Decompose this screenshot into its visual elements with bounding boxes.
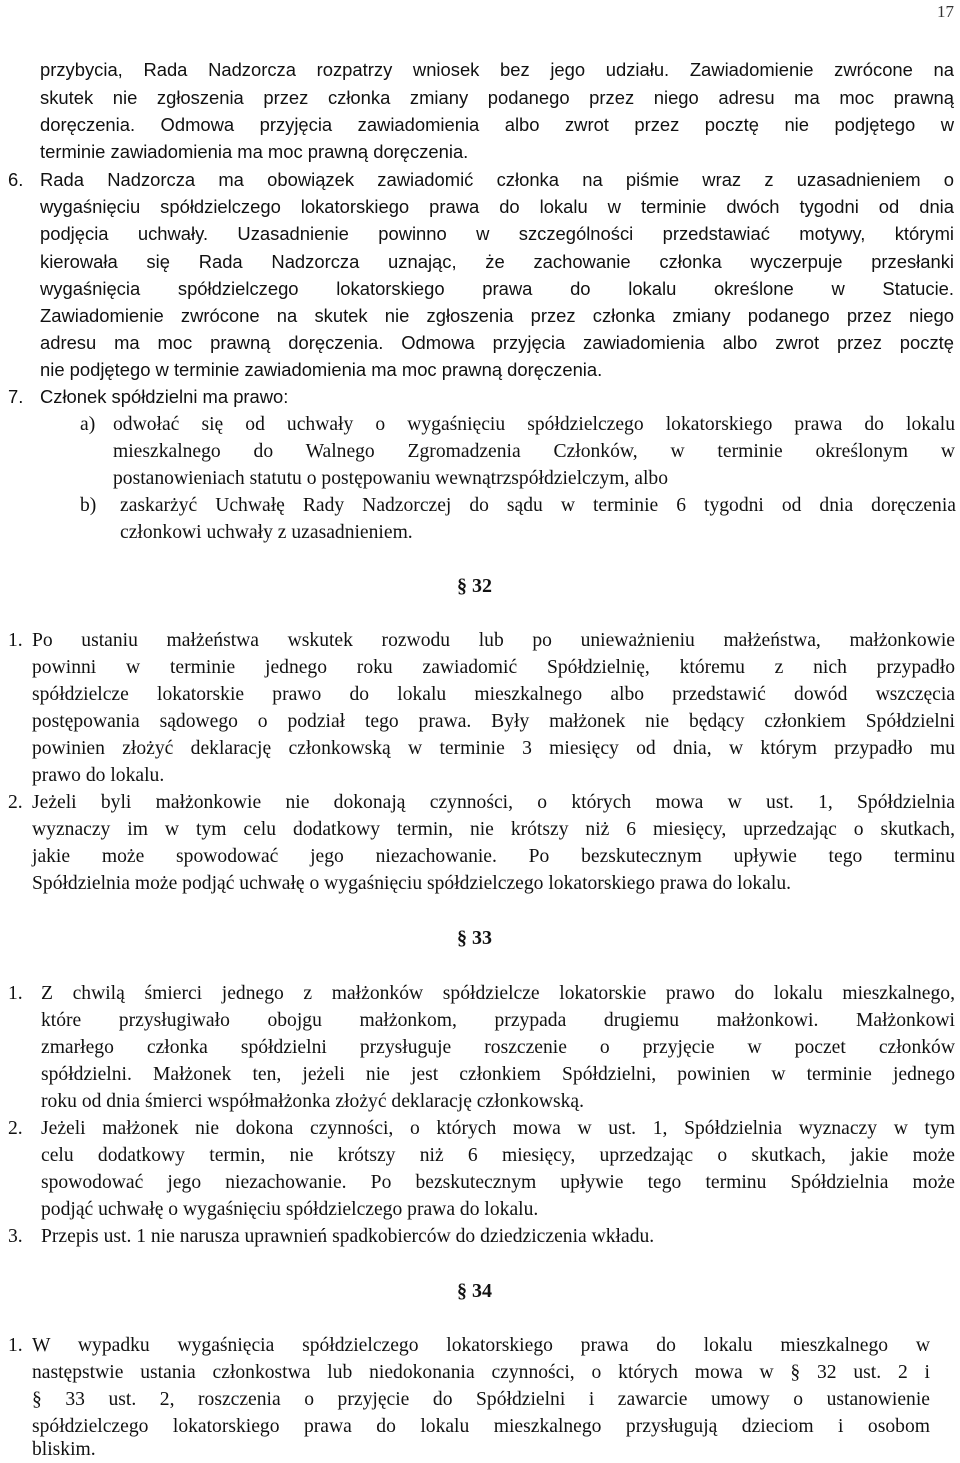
list-item-line: członkowi uchwały z uzasadnieniem. — [120, 522, 413, 543]
paragraph-number: 1. — [8, 630, 23, 651]
paragraph-line: spółdzielni. Małżonek ten, jeżeli nie jest członkiem Spółdzielni, powinien w terminie jednego — [41, 1064, 955, 1085]
paragraph-line: spowodować jego niezachowanie. Po bezskutecznym upływie tego terminu Spółdzielnia może — [41, 1172, 955, 1193]
paragraph-line: W wypadku wygaśnięcia spółdzielczego lokatorskiego prawa do lokalu mieszkalnego w — [32, 1335, 930, 1356]
paragraph-line: powinien złożyć deklarację członkowską w terminie 3 miesięcy od dnia, w którym przypadło mu — [32, 738, 955, 759]
paragraph-number: 2. — [8, 1118, 23, 1139]
paragraph-line: spółdzielcze lokatorskie prawo do lokalu mieszkalnego albo przedstawić dowód wszczęcia — [32, 684, 955, 705]
paragraph-line: Jeżeli małżonek nie dokona czynności, o których mowa w ust. 1, Spółdzielnia wyznaczy w tym — [41, 1118, 955, 1139]
paragraph-line: Z chwilą śmierci jednego z małżonków spółdzielcze lokatorskie prawo do lokalu mieszkalnego, — [41, 983, 955, 1004]
paragraph-line: Spółdzielnia może podjąć uchwałę o wygaśnięciu spółdzielczego lokatorskiego prawa do lokalu. — [32, 873, 792, 894]
paragraph-line: Jeżeli byli małżonkowie nie dokonają czynności, o których mowa w ust. 1, Spółdzielnia — [32, 792, 955, 813]
paragraph-line: postępowania sądowego o podział tego prawa. Były małżonek nie będący członkiem Spółdzielni — [32, 711, 955, 732]
paragraph-line: następstwie ustania członkostwa lub niedokonania czynności, o których mowa w § 32 ust. 2 i — [32, 1362, 930, 1383]
paragraph-line: celu dodatkowy termin, nie krótszy niż 6 miesięcy, uprzedzając o skutkach, jakie może — [41, 1145, 955, 1166]
paragraph-line: jakie może spowodować jego niezachowanie. Po bezskutecznym upływie tego terminu — [32, 846, 955, 867]
paragraph-line: wygaśnięciu spółdzielczego lokatorskiego prawa do lokalu w terminie dwóch tygodni od dnia — [40, 196, 954, 217]
list-item-label: b) — [80, 495, 97, 516]
paragraph-line: Zawiadomienie zwrócone na skutek nie zgłoszenia przez członka zmiany podanego przez niego — [40, 305, 954, 326]
paragraph-line: adresu ma moc prawną doręczenia. Odmowa przyjęcia zawiadomienia albo zwrot przez pocztę — [40, 332, 954, 353]
paragraph-number: 6. — [8, 169, 24, 190]
paragraph-number: 1. — [8, 983, 23, 1004]
section-heading-33: § 33 — [457, 927, 492, 949]
intro-line: terminie zawiadomienia ma moc prawną doręczenia. — [40, 141, 469, 162]
paragraph-line: Przepis ust. 1 nie narusza uprawnień spadkobierców do dziedziczenia wkładu. — [41, 1226, 655, 1247]
paragraph-number: 7. — [8, 386, 24, 407]
paragraph-number: 1. — [8, 1335, 23, 1356]
paragraph-line: Rada Nadzorcza ma obowiązek zawiadomić członka na piśmie wraz z uzasadnieniem o — [40, 169, 954, 190]
list-item-line: mieszkalnego do Walnego Zgromadzenia Członków, w terminie określonym w — [113, 441, 955, 462]
paragraph-number: 2. — [8, 792, 23, 813]
list-item-line: zaskarżyć Uchwałę Rady Nadzorczej do sądu w terminie 6 tygodni od dnia doręczenia — [120, 495, 956, 516]
paragraph-line: spółdzielczego lokatorskiego prawa do lokalu mieszkalnego przysługują dzieciom i osobom — [32, 1416, 930, 1437]
paragraph-line: roku od dnia śmierci współmałżonka złożyć deklarację członkowską. — [41, 1091, 584, 1112]
section-heading-34: § 34 — [457, 1280, 492, 1302]
paragraph-line: bliskim. — [32, 1439, 96, 1460]
paragraph-line: powinni w terminie jednego roku zawiadomić Spółdzielnię, któremu z nich przypadło — [32, 657, 955, 678]
paragraph-line: wyznaczy im w tym celu dodatkowy termin, nie krótszy niż 6 miesięcy, uprzedzając o skutkach, — [32, 819, 955, 840]
paragraph-line: prawo do lokalu. — [32, 765, 165, 786]
list-item-line: postanowieniach statutu o postępowaniu wewnątrzspółdzielczym, albo — [113, 468, 669, 489]
paragraph-line: zmarłego członka spółdzielni przysługuje roszczenie o przyjęcie w poczet członków — [41, 1037, 955, 1058]
list-item-label: a) — [80, 414, 96, 435]
paragraph-line: nie podjętego w terminie zawiadomienia ma moc prawną doręczenia. — [40, 359, 603, 380]
paragraph-line: Po ustaniu małżeństwa wskutek rozwodu lub po unieważnieniu małżeństwa, małżonkowie — [32, 630, 955, 651]
intro-line: przybycia, Rada Nadzorcza rozpatrzy wniosek bez jego udziału. Zawiadomienie zwrócone na — [40, 59, 954, 80]
paragraph-line: kierowała się Rada Nadzorcza uznając, że zachowanie członka wyczerpuje przesłanki — [40, 251, 954, 272]
paragraph-line: podjąć uchwałę o wygaśnięciu spółdzielczego prawa do lokalu. — [41, 1199, 539, 1220]
intro-line: skutek nie zgłoszenia przez członka zmiany podanego przez niego adresu ma moc prawną — [40, 87, 954, 108]
paragraph-line: które przysługiwało obojgu małżonkom, przypada drugiemu małżonkowi. Małżonkowi — [41, 1010, 955, 1031]
paragraph-line: podjęcia uchwały. Uzasadnienie powinno w szczególności przedstawiać motywy, którymi — [40, 223, 954, 244]
page-number: 17 — [937, 2, 954, 21]
section-heading-32: § 32 — [457, 575, 492, 597]
paragraph-lead: Członek spółdzielni ma prawo: — [40, 386, 289, 407]
paragraph-line: wygaśnięcia spółdzielczego lokatorskiego prawa do lokalu określone w Statucie. — [40, 278, 954, 299]
paragraph-line: § 33 ust. 2, roszczenia o przyjęcie do Spółdzielni i zawarcie umowy o ustanowienie — [32, 1389, 930, 1410]
paragraph-number: 3. — [8, 1226, 23, 1247]
intro-line: doręczenia. Odmowa przyjęcia zawiadomienia albo zwrot przez pocztę nie podjętego w — [40, 114, 954, 135]
list-item-line: odwołać się od uchwały o wygaśnięciu spółdzielczego lokatorskiego prawa do lokalu — [113, 414, 955, 435]
